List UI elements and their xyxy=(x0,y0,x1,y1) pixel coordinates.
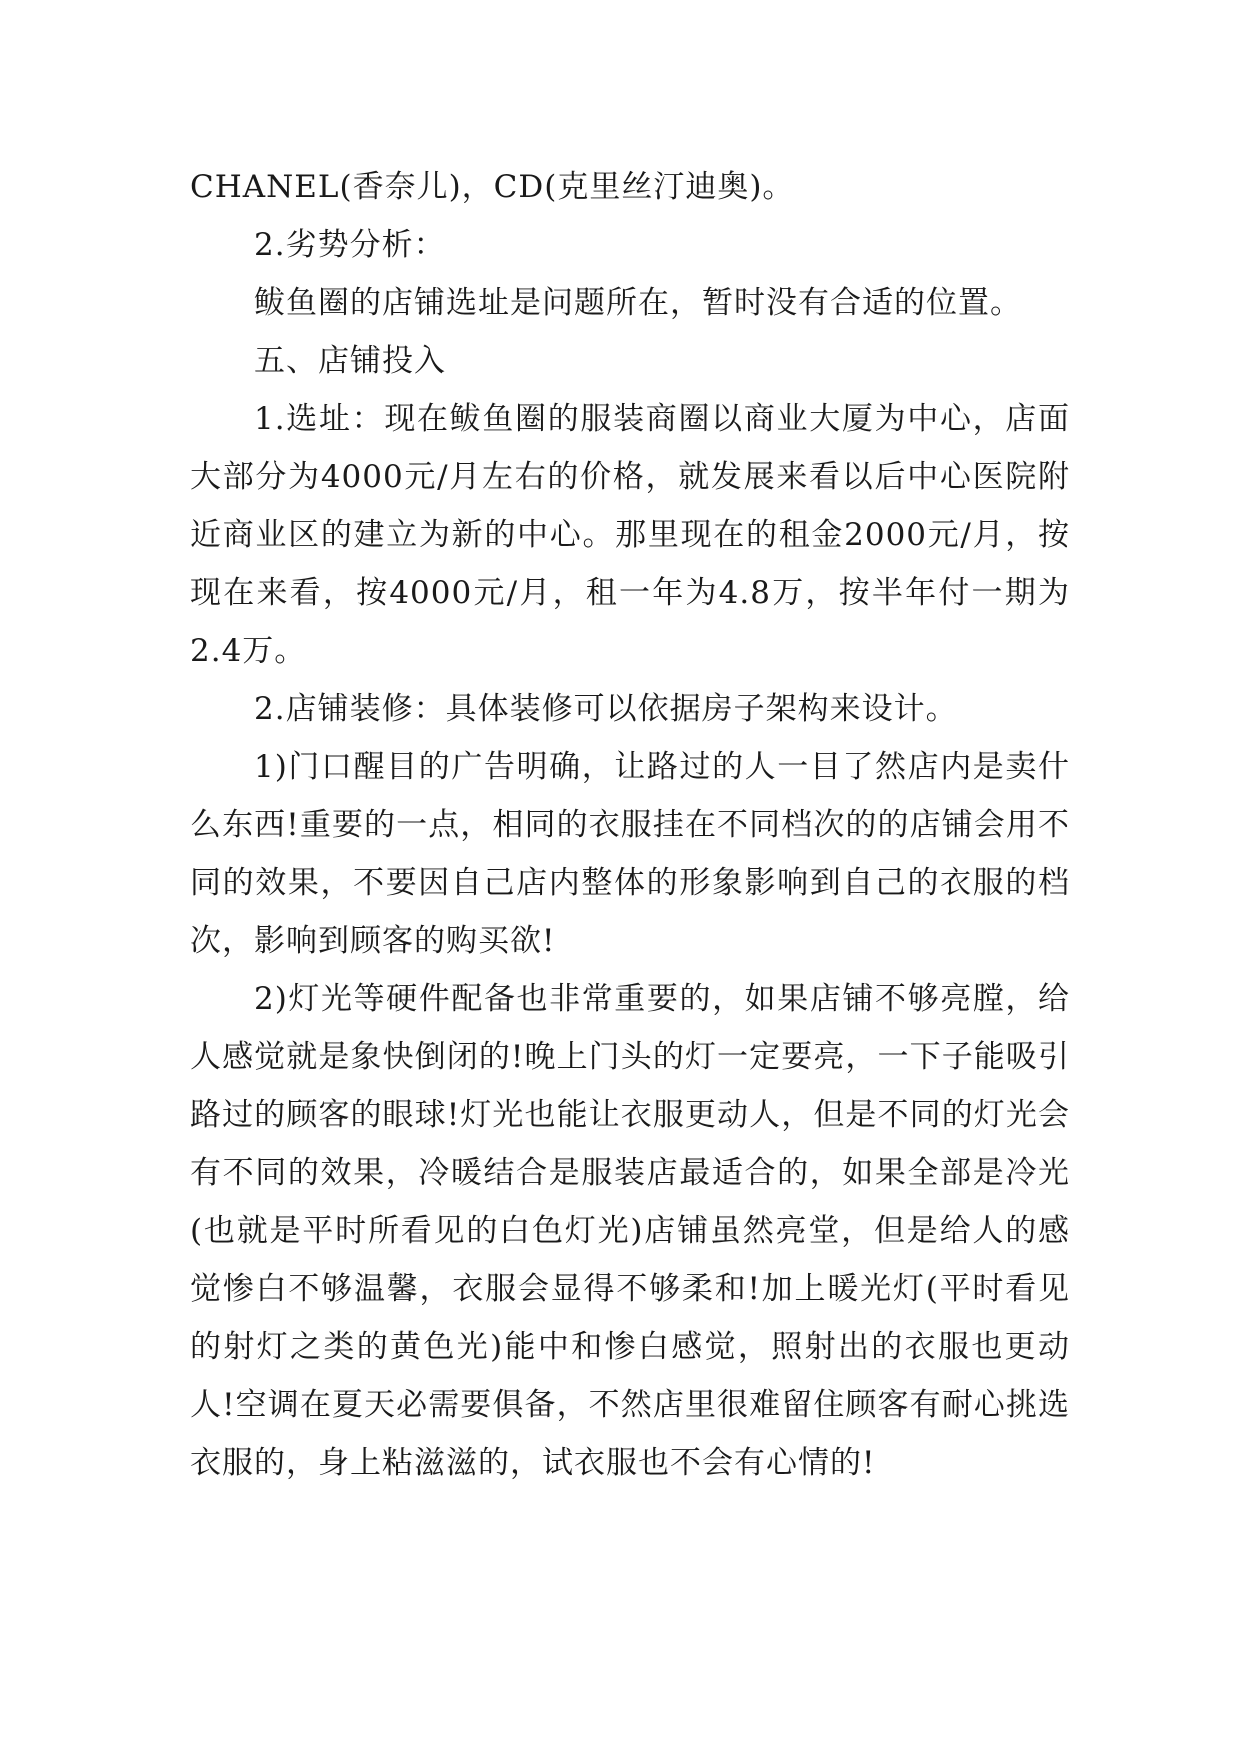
section-heading-store-investment: 五、店铺投入 xyxy=(254,343,446,379)
paragraph-weakness-heading: 2.劣势分析： xyxy=(254,227,446,263)
document-body xyxy=(190,158,1070,1492)
paragraph-decoration: 2.店铺装修：具体装修可以依据房子架构来设计。 xyxy=(254,691,958,727)
paragraph-lighting: 2)灯光等硬件配备也非常重要的，如果店铺不够亮膛，给人感觉就是象快倒闭的!晚上门头的灯一定要亮，一下子能吸引路过的顾客的眼球!灯光也能让衣服更动人，但是不同的灯光会有不同的效果，冷暖结合是服装店最适合的，如果全部是冷光(也就是平时所看见的白色灯光)店铺虽然亮堂，但是给人的感觉惨白不够温馨，衣服会显得不够柔和!加上暖光灯(平时看见的射灯之类的黄色光)能中和惨白感觉，照射出的衣服也更动人!空调在夏天必需要俱备，不然店里很难留住顾客有耐心挑选衣服的，身上粘滋滋的，试衣服也不会有心情的! xyxy=(190,981,1070,1481)
paragraph-brands: CHANEL(香奈儿)，CD(克里丝汀迪奥)。 xyxy=(190,169,795,205)
paragraph-weakness-body: 鲅鱼圈的店铺选址是问题所在，暂时没有合适的位置。 xyxy=(254,285,1022,321)
paragraph-site-selection: 1.选址：现在鲅鱼圈的服装商圈以商业大厦为中心，店面大部分为4000元/月左右的价格，就发展来看以后中心医院附近商业区的建立为新的中心。那里现在的租金2000元/月，按现在来看，按4000元/月，租一年为4.8万，按半年付一期为2.4万。 xyxy=(190,401,1070,669)
paragraph-signage: 1)门口醒目的广告明确，让路过的人一目了然店内是卖什么东西!重要的一点，相同的衣服挂在不同档次的的店铺会用不同的效果，不要因自己店内整体的形象影响到自己的衣服的档次，影响到顾客的购买欲! xyxy=(190,749,1070,959)
